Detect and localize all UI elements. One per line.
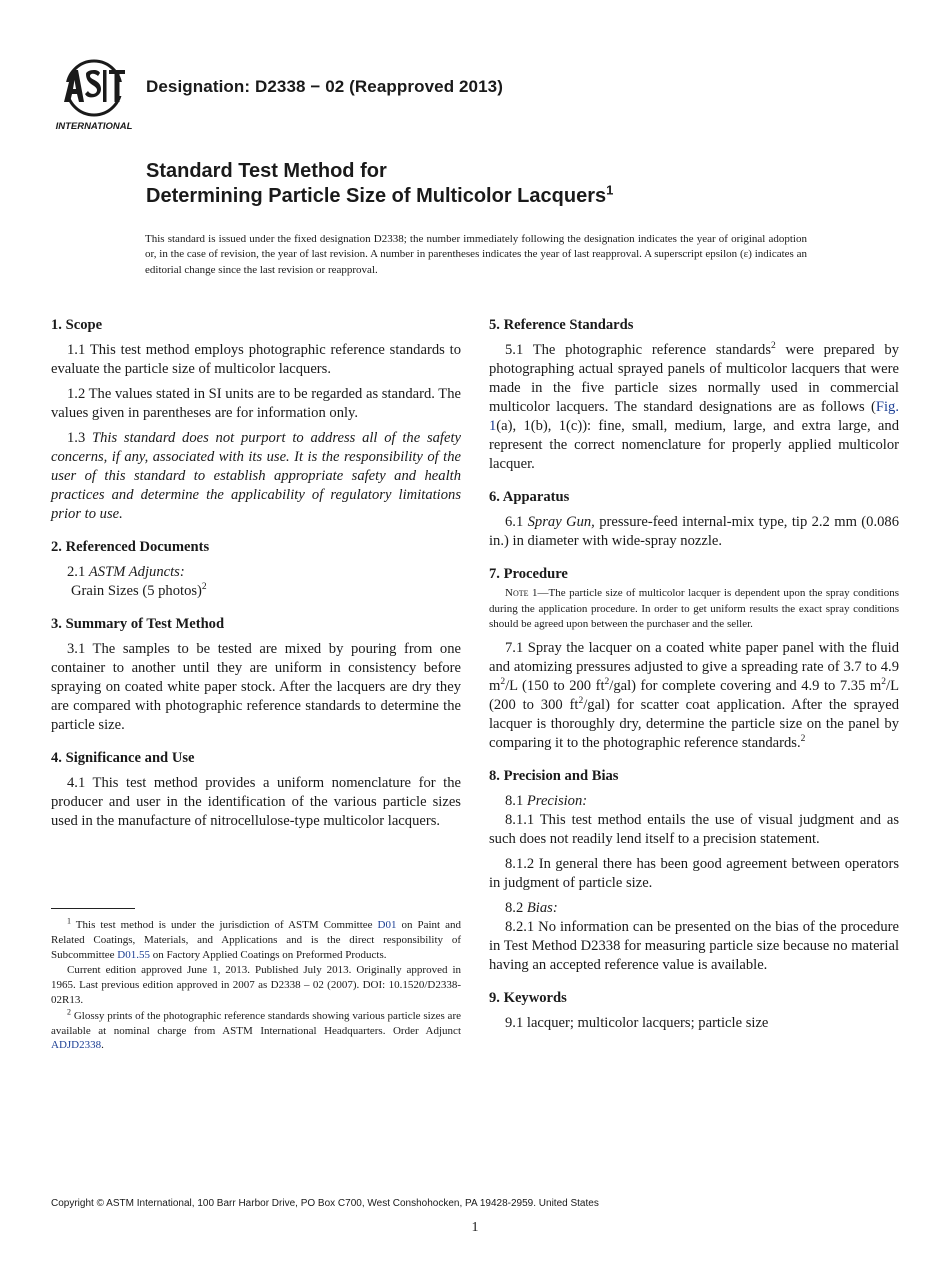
paragraph: 8.1.1 This test method entails the use of visual judgment and as such does not readily lend itself to a precision statement.	[489, 811, 899, 847]
link-fig-1[interactable]: Fig. 1	[489, 399, 899, 434]
section-heading: 1. Scope	[51, 317, 103, 333]
section-significance	[51, 749, 461, 831]
title-footnote-mark: 1	[606, 182, 614, 198]
paragraph: 2.1 ASTM Adjuncts:	[67, 564, 185, 580]
paragraph: 8.2 Bias:	[505, 899, 558, 916]
section-apparatus	[489, 488, 899, 551]
footnote-edition: Current edition approved June 1, 2013. Published July 2013. Originally approved in 1965. Last previous edition approved in 2007 as D2338 – 02 (2007). DOI: 10.1520/D2338-02R13.	[51, 964, 461, 1006]
designation: Designation: D2338 − 02 (Reapproved 2013)	[146, 77, 503, 96]
paragraph: 8.2.1 No information can be presented on the bias of the procedure in Test Method D2338 for measuring particle size because no material having an accepted reference value is available.	[489, 918, 899, 973]
link-adjd2338[interactable]: ADJD2338	[51, 1039, 102, 1052]
link-d01[interactable]: D01	[377, 919, 397, 931]
paragraph: 3.1 The samples to be tested are mixed by pouring from one container to another until they are uniform in consistency before spraying on coated white paper stock. After the lacquers are dry they are compared with photographic reference standards to determine the particle size.	[51, 641, 461, 733]
footnotes	[51, 918, 461, 1054]
section-heading: 6. Apparatus	[489, 489, 570, 505]
page-number: 1	[471, 1220, 479, 1235]
paragraph: 7.1 Spray the lacquer on a coated white paper panel with the fluid and atomizing pressures adjusted to give a spreading rate of 3.7 to 4.9 $m^2/L$ (150 to 200 $ft^2/gal$) for complete covering and 4.9 to 7.35 $m^2/L$ (200 to 300 $ft^2/gal$) for scatter coat application. After the sprayed lacquer is thoroughly dry, determine the particle size on the panel by comparing it to the photographic reference standards.$^2$	[489, 639, 900, 751]
right-column	[489, 316, 899, 1047]
paragraph: 9.1 lacquer; multicolor lacquers; particle size	[505, 1014, 769, 1031]
paragraph: 1.2 The values stated in SI units are to be regarded as standard. The values given in parentheses are for information only.	[51, 386, 461, 421]
section-heading: 2. Referenced Documents	[51, 539, 210, 555]
document-title	[146, 159, 866, 209]
section-summary	[51, 615, 461, 735]
paragraph: 8.1 Precision:	[505, 792, 588, 809]
logo-wordmark: INTERNATIONAL	[55, 121, 133, 132]
paragraph: 1.1 This test method employs photographic reference standards to evaluate the particle size of multicolor lacquers.	[51, 342, 461, 377]
adjunct-item: Grain Sizes (5 photos)$^2$	[71, 582, 207, 599]
issued-note: This standard is issued under the fixed designation D2338; the number immediately following the designation indicates the year of original adoption or, in the case of revision, the year of last revision. A number in parentheses indicates the year of last reapproval. A superscript epsilon (ε) indicates an editorial change since the last revision or reapproval.	[145, 233, 807, 276]
paragraph: 5.1 The photographic reference standards$^2$ were prepared by photographing actual sprayed panels of multicolor lacquers that were made in the five particle sizes normally used in commercial multicolor lacquers. The standard designations are as follows (Fig. 1(a), 1(b), 1(c)): fine, small, medium, large, and extra large, and represent the correct nomenclature for properly applied multicolor lacquer.	[489, 341, 899, 472]
footnote-divider	[51, 908, 135, 909]
paragraph: 1.3 This standard does not purport to address all of the safety concerns, if any, associated with its use. It is the responsibility of the user of this standard to establish appropriate safety and health practices and determine the applicability of regulatory limitations prior to use.	[51, 430, 461, 522]
section-keywords	[489, 989, 899, 1033]
section-heading: 9. Keywords	[489, 989, 567, 1006]
paragraph: 6.1 Spray Gun, pressure-feed internal-mix type, tip 2.2 mm (0.086 in.) in diameter with wide-spray nozzle.	[489, 514, 900, 549]
footnote-2: $^2$ Glossy prints of the photographic reference standards showing various particle sizes are available at nominal charge from ASTM International Headquarters. Order Adjunct ADJD2338.	[51, 1007, 461, 1052]
paragraph: 8.1.2 In general there has been good agreement between operators in judgment of particle size.	[489, 855, 899, 891]
left-column	[51, 316, 461, 845]
link-d01-55[interactable]: D01.55	[117, 948, 150, 961]
section-heading: 7. Procedure	[489, 566, 568, 582]
title-line-2: Determining Particle Size of Multicolor Lacquers$^1$	[146, 182, 614, 207]
section-procedure	[489, 565, 899, 753]
footnote-1: $^1$ This test method is under the jurisdiction of ASTM Committee D01 on Paint and Related Coatings, Materials, and Applications and is the direct responsibility of Subcommittee D01.55 on Factory Applied Coatings on Preformed Products.	[51, 916, 461, 961]
section-reference-standards	[489, 316, 899, 474]
section-heading: 4. Significance and Use	[51, 750, 195, 766]
note-1: Note 1—The particle size of multicolor lacquer is dependent upon the spray conditions during the application procedure. In order to get uniform results the exact spray conditions should be agreed upon between the purchaser and the seller.	[489, 587, 899, 630]
section-heading: 8. Precision and Bias	[489, 767, 619, 784]
astm-logo	[52, 58, 136, 132]
copyright: Copyright © ASTM International, 100 Barr Harbor Drive, PO Box C700, West Conshohocken, PA 19428-2959. United States	[51, 1198, 599, 1209]
section-heading: 5. Reference Standards	[489, 317, 634, 333]
section-referenced-documents	[51, 538, 461, 601]
section-scope	[51, 316, 461, 524]
paragraph: 4.1 This test method provides a uniform nomenclature for the producer and user in the identification of the various particle sizes used in the manufacture of nitrocellulose-type multicolor lacquers.	[51, 775, 461, 829]
title-line-1: Standard Test Method for	[146, 160, 387, 182]
section-heading: 3. Summary of Test Method	[51, 616, 225, 632]
section-precision-bias	[489, 767, 899, 975]
